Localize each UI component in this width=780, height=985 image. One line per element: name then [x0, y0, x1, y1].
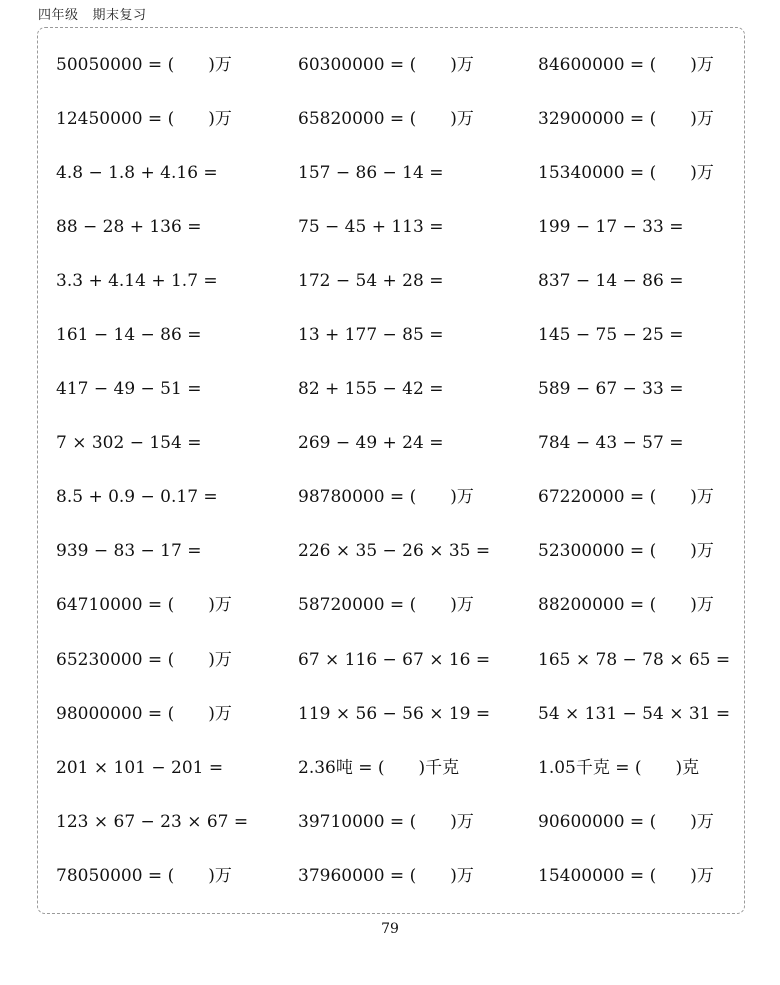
problem-row [56, 38, 746, 92]
math-problem: 98000000 = ( )万 [56, 703, 232, 724]
problem-row [56, 687, 746, 741]
math-problem: 60300000 = ( )万 [298, 54, 474, 75]
problem-row [56, 741, 746, 795]
math-problem: 65820000 = ( )万 [298, 108, 474, 129]
problem-row [56, 417, 746, 471]
math-problem: 157 − 86 − 14 = [298, 162, 444, 183]
math-problem: 50050000 = ( )万 [56, 54, 232, 75]
math-problem: 837 − 14 − 86 = [538, 270, 684, 291]
math-problem: 32900000 = ( )万 [538, 108, 714, 129]
problem-row [56, 633, 746, 687]
math-problem: 145 − 75 − 25 = [538, 325, 684, 346]
math-problem: 37960000 = ( )万 [298, 865, 474, 886]
problem-row [56, 146, 746, 200]
math-problem: 54 × 131 − 54 × 31 = [538, 703, 731, 724]
problem-row [56, 525, 746, 579]
math-problem: 417 − 49 − 51 = [56, 379, 202, 400]
math-problem: 201 × 101 − 201 = [56, 757, 224, 778]
math-problem: 65230000 = ( )万 [56, 649, 232, 670]
page-header [38, 4, 147, 23]
math-problem: 3.3 + 4.14 + 1.7 = [56, 270, 218, 291]
math-problem: 199 − 17 − 33 = [538, 216, 684, 237]
problem-row [56, 579, 746, 633]
math-problem: 165 × 78 − 78 × 65 = [538, 649, 731, 670]
math-problem: 119 × 56 − 56 × 19 = [298, 703, 491, 724]
math-problem: 12450000 = ( )万 [56, 108, 232, 129]
math-problem: 67220000 = ( )万 [538, 487, 714, 508]
math-problem: 226 × 35 − 26 × 35 = [298, 541, 491, 562]
math-problem: 4.8 − 1.8 + 4.16 = [56, 162, 218, 183]
math-problem: 7 × 302 − 154 = [56, 433, 202, 454]
section-title: 期末复习 [92, 8, 147, 23]
math-problem: 90600000 = ( )万 [538, 811, 714, 832]
math-problem: 2.36吨 = ( )千克 [298, 757, 460, 778]
problem-row [56, 254, 746, 308]
math-problem: 123 × 67 − 23 × 67 = [56, 811, 249, 832]
math-problem: 939 − 83 − 17 = [56, 541, 202, 562]
math-problem: 64710000 = ( )万 [56, 595, 232, 616]
math-problem: 84600000 = ( )万 [538, 54, 714, 75]
problem-row [56, 363, 746, 417]
math-problem: 52300000 = ( )万 [538, 541, 714, 562]
math-problem: 88200000 = ( )万 [538, 595, 714, 616]
problem-row [56, 308, 746, 362]
grade-label: 四年级 [38, 8, 79, 23]
math-problem: 1.05千克 = ( )克 [538, 757, 700, 778]
math-problem: 161 − 14 − 86 = [56, 325, 202, 346]
math-problem: 269 − 49 + 24 = [298, 433, 444, 454]
math-problem: 58720000 = ( )万 [298, 595, 474, 616]
problem-row [56, 795, 746, 849]
math-problem: 784 − 43 − 57 = [538, 433, 684, 454]
math-problem: 78050000 = ( )万 [56, 865, 232, 886]
problem-row [56, 471, 746, 525]
math-problem: 589 − 67 − 33 = [538, 379, 684, 400]
math-problem: 88 − 28 + 136 = [56, 216, 202, 237]
math-problem: 67 × 116 − 67 × 16 = [298, 649, 491, 670]
math-problem: 15400000 = ( )万 [538, 865, 714, 886]
math-problem: 8.5 + 0.9 − 0.17 = [56, 487, 218, 508]
math-problem: 39710000 = ( )万 [298, 811, 474, 832]
math-problem: 172 − 54 + 28 = [298, 270, 444, 291]
math-problem: 13 + 177 − 85 = [298, 325, 444, 346]
math-problem: 98780000 = ( )万 [298, 487, 474, 508]
problem-grid [56, 38, 746, 904]
math-problem: 75 − 45 + 113 = [298, 216, 444, 237]
math-problem: 15340000 = ( )万 [538, 162, 714, 183]
problem-row [56, 200, 746, 254]
problem-row [56, 849, 746, 903]
page-number: 79 [381, 921, 399, 937]
math-problem: 82 + 155 − 42 = [298, 379, 444, 400]
problem-row [56, 92, 746, 146]
